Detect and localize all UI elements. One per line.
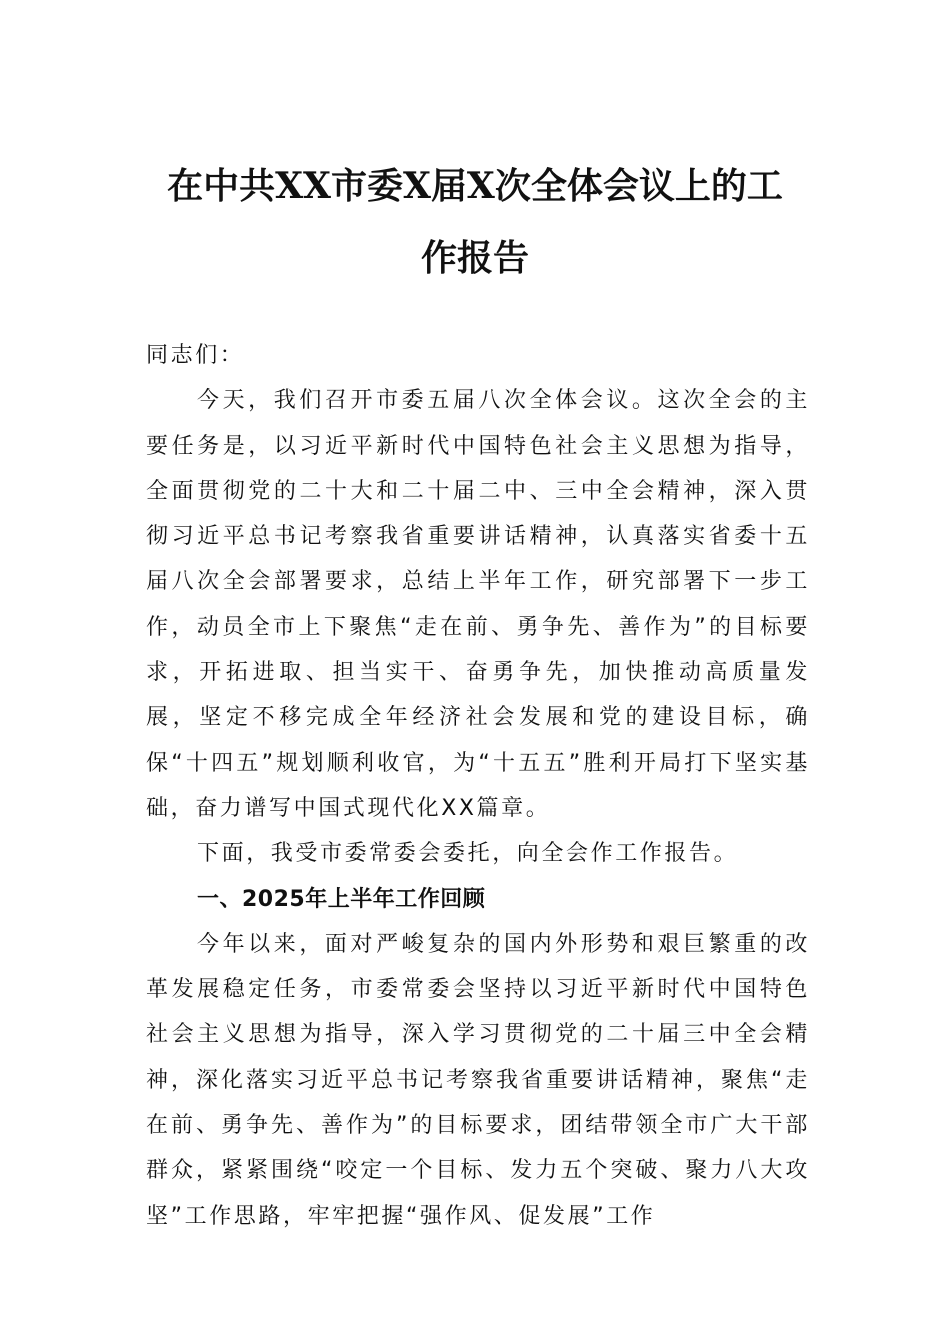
- document-body: [146, 333, 810, 1239]
- paragraph-report-intro: 下面，我受市委常委会委托，向全会作工作报告。: [197, 841, 739, 867]
- title-line-1: 在中共XX市委X届X次全体会议上的工: [167, 165, 783, 207]
- paragraph-review: 今年以来，面对严峻复杂的国内外形势和艰巨繁重的改革发展稳定任务，市委常委会坚持以习近平新时代中国特色社会主义思想为指导，深入学习贯彻党的二十届三中全会精神，深化落实习近平总书记考察我省重要讲话精神，聚焦“走在前、勇争先、善作为”的目标要求，团结带领全市广大干部群众，紧紧围绕“咬定一个目标、发力五个突破、聚力八大攻坚”工作思路，牢牢把握“强作风、促发展”工作: [146, 931, 810, 1229]
- document-title: [150, 150, 800, 294]
- title-line-2: 作报告: [420, 237, 529, 279]
- paragraph-intro: 今天，我们召开市委五届八次全体会议。这次全会的主要任务是，以习近平新时代中国特色社会主义思想为指导，全面贯彻党的二十大和二十届二中、三中全会精神，深入贯彻习近平总书记考察我省重要讲话精神，认真落实省委十五届八次全会部署要求，总结上半年工作，研究部署下一步工作，动员全市上下聚焦“走在前、勇争先、善作为”的目标要求，开拓进取、担当实干、奋勇争先，加快推动高质量发展，坚定不移完成全年经济社会发展和党的建设目标，确保“十四五”规划顺利收官，为“十五五”胜利开局打下坚实基础，奋力谱写中国式现代化XX篇章。: [146, 388, 810, 821]
- salutation: 同志们：: [146, 343, 245, 368]
- section-heading-1: 一、2025年上半年工作回顾: [197, 886, 486, 912]
